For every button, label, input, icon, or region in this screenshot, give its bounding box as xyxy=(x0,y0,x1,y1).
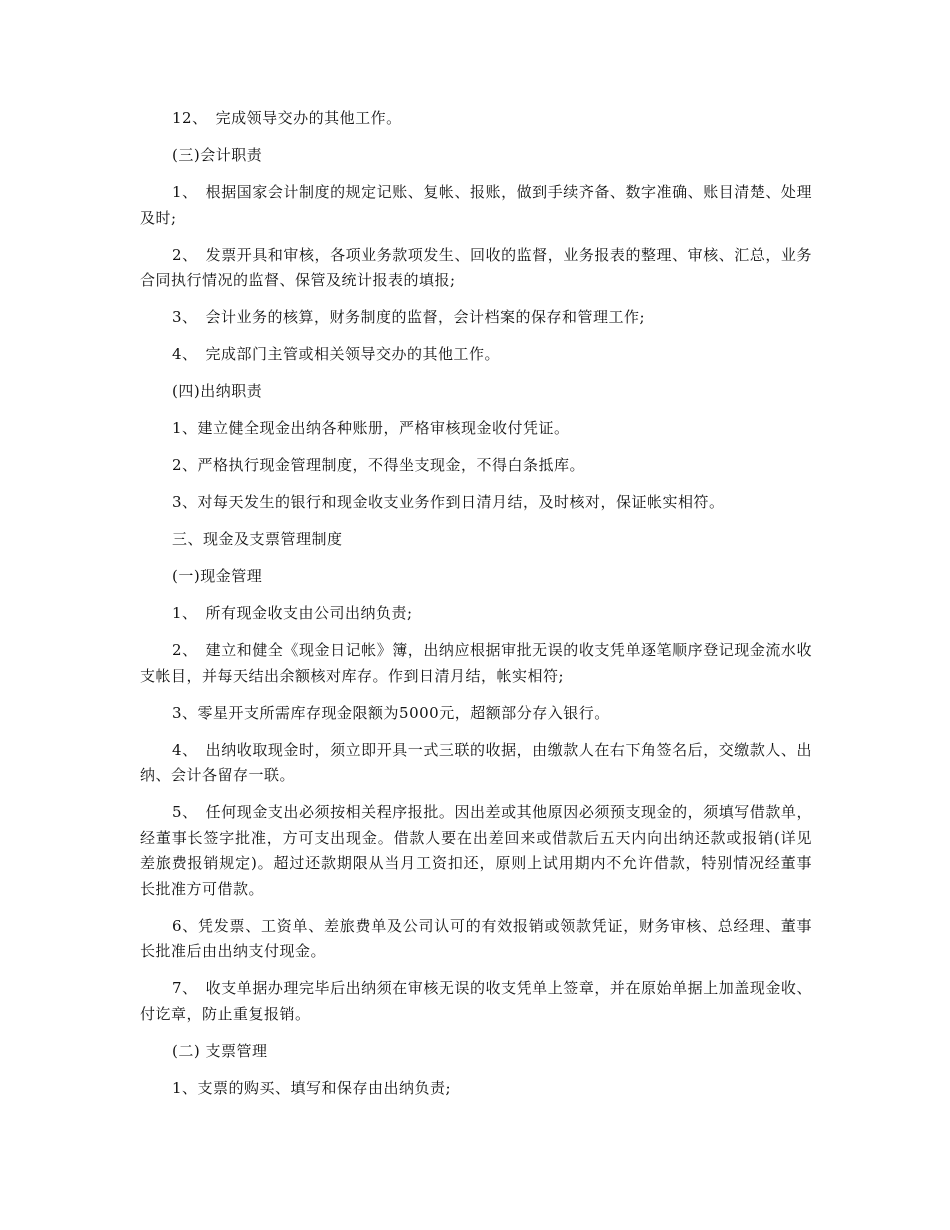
paragraph-cheque-1: 1、支票的购买、填写和保存由出纳负责; xyxy=(172,1078,452,1097)
chapter-heading-cash-cheque-management: 三、现金及支票管理制度 xyxy=(172,530,343,548)
paragraph-cash-7: 7、 收支单据办理完毕后出纳须在审核无误的收支凭单上签章，并在原始单据上加盖现金收、付讫章，防止重复报销。 xyxy=(140,979,812,1023)
paragraph-cash-2: 2、 建立和健全《现金日记帐》簿，出纳应根据审批无误的收支凭单逐笔顺序登记现金流水收支帐目，并每天结出余额核对库存。作到日清月结，帐实相符; xyxy=(140,641,812,685)
document-body xyxy=(140,106,812,1113)
paragraph-accounting-2: 2、 发票开具和审核，各项业务款项发生、回收的监督，业务报表的整理、审核、汇总，业务合同执行情况的监督、保管及统计报表的填报; xyxy=(140,245,812,289)
paragraph-cash-4: 4、 出纳收取现金时，须立即开具一式三联的收据，由缴款人在右下角签名后，交缴款人、出纳、会计各留存一联。 xyxy=(140,740,812,784)
paragraph-item-12: 12、 完成领导交办的其他工作。 xyxy=(172,109,402,127)
paragraph-cash-5: 5、 任何现金支出必须按相关程序报批。因出差或其他原因必须预支现金的，须填写借款单，经董事长签字批准，方可支出现金。借款人要在出差回来或借款后五天内向出纳还款或报销(详见差旅费报销规定)。超过还款期限从当月工资扣还，原则上试用期内不允许借款，特别情况经董事长批准方可借款。 xyxy=(140,803,812,898)
paragraph-accounting-4: 4、 完成部门主管或相关领导交办的其他工作。 xyxy=(172,345,501,363)
paragraph-cash-1: 1、 所有现金收支由公司出纳负责; xyxy=(172,604,413,622)
paragraph-cashier-3: 3、对每天发生的银行和现金收支业务作到日清月结，及时核对，保证帐实相符。 xyxy=(172,493,725,511)
section-heading-accounting-duties: (三)会计职责 xyxy=(172,146,263,164)
paragraph-cash-3: 3、零星开支所需库存现金限额为5000元，超额部分存入银行。 xyxy=(172,703,610,722)
paragraph-cash-6: 6、凭发票、工资单、差旅费单及公司认可的有效报销或领款凭证，财务审核、总经理、董事长批准后由出纳支付现金。 xyxy=(140,916,812,960)
paragraph-accounting-3: 3、 会计业务的核算，财务制度的监督，会计档案的保存和管理工作; xyxy=(172,308,646,326)
paragraph-cashier-1: 1、建立健全现金出纳各种账册，严格审核现金收付凭证。 xyxy=(172,419,570,437)
paragraph-cashier-2: 2、严格执行现金管理制度，不得坐支现金，不得白条抵库。 xyxy=(172,456,586,474)
section-heading-cheque-management: (二) 支票管理 xyxy=(172,1041,268,1060)
paragraph-accounting-1: 1、 根据国家会计制度的规定记账、复帐、报账，做到手续齐备、数字准确、账目清楚、处理及时; xyxy=(140,183,812,227)
section-heading-cash-management: (一)现金管理 xyxy=(172,567,263,585)
section-heading-cashier-duties: (四)出纳职责 xyxy=(172,382,263,400)
